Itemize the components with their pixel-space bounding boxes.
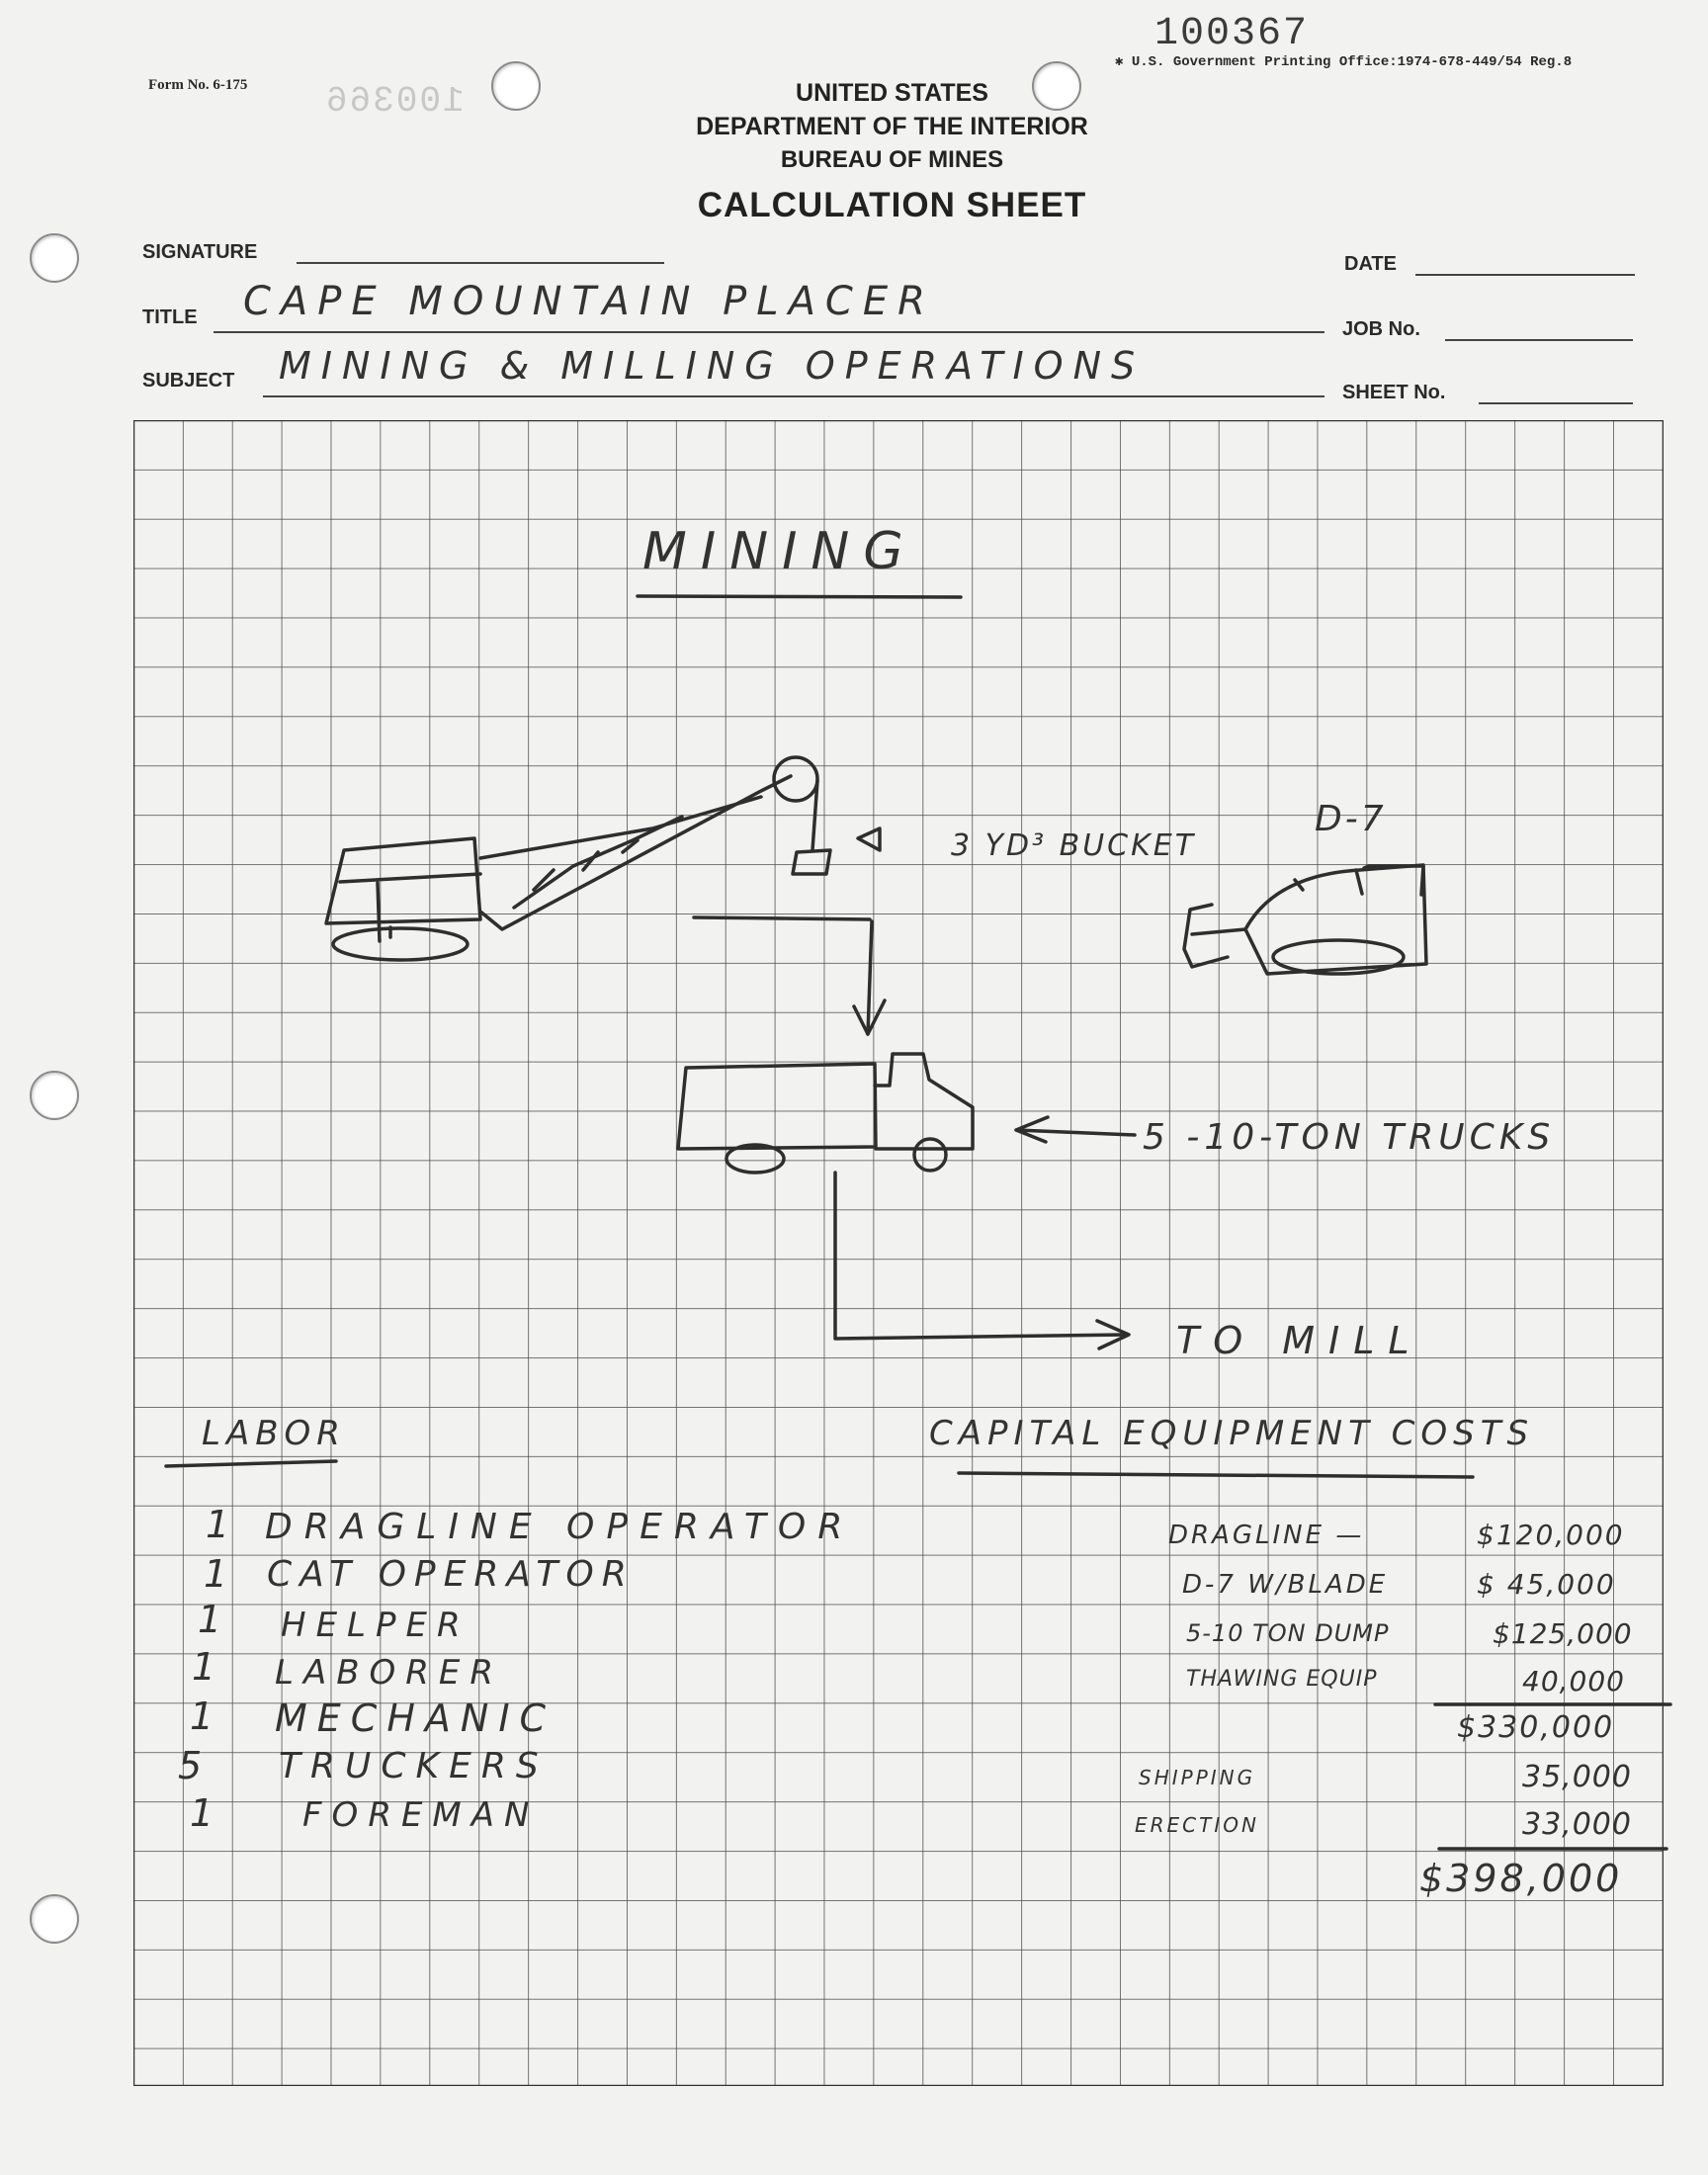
labor-role: MECHANIC — [275, 1696, 556, 1740]
mining-heading: MINING — [642, 522, 917, 581]
signature-label: SIGNATURE — [142, 241, 258, 263]
capital-extra-label: SHIPPING — [1139, 1766, 1256, 1789]
capital-heading: CAPITAL EQUIPMENT COSTS — [929, 1414, 1535, 1453]
truck-sketch — [678, 1054, 973, 1173]
down-arrow — [868, 921, 872, 1034]
capital-extra-label: ERECTION — [1135, 1813, 1259, 1837]
capital-underline — [959, 1473, 1473, 1477]
labor-role: FOREMAN — [302, 1795, 540, 1835]
capital-item-label: D-7 W/BLADE — [1182, 1570, 1389, 1600]
to-mill-label: TO MILL — [1176, 1319, 1423, 1362]
labor-qty: 1 — [190, 1695, 217, 1738]
sheet-number-label: SHEET No. — [1342, 382, 1446, 403]
capital-item-amount: $125,000 — [1493, 1617, 1633, 1650]
capital-extra-amount: 35,000 — [1522, 1760, 1632, 1794]
labor-qty: 1 — [190, 1791, 217, 1835]
labor-qty: 1 — [198, 1598, 225, 1641]
job-number-label: JOB No. — [1342, 318, 1420, 340]
capital-item-label: 5-10 TON DUMP — [1186, 1619, 1390, 1647]
capital-item-amount: $ 45,000 — [1477, 1568, 1616, 1601]
labor-role: TRUCKERS — [279, 1746, 549, 1786]
trucks-label: 5 -10-TON TRUCKS — [1143, 1117, 1556, 1158]
labor-qty: 5 — [178, 1744, 206, 1787]
heading-underline — [638, 596, 961, 597]
dragline-sketch — [326, 757, 830, 960]
bucket-arrow — [858, 828, 880, 850]
agency-line-2: DEPARTMENT OF THE INTERIOR — [696, 113, 1088, 140]
agency-line-3: BUREAU OF MINES — [780, 146, 1004, 173]
title-label: TITLE — [142, 306, 198, 328]
date-label: DATE — [1344, 253, 1397, 275]
bucket-label: 3 YD³ BUCKET — [951, 828, 1197, 863]
document-number-stamp: 100367 — [1154, 12, 1310, 56]
capital-total: $398,000 — [1419, 1857, 1623, 1900]
to-mill-line — [835, 1173, 1127, 1339]
capital-item-label: DRAGLINE — — [1168, 1521, 1365, 1550]
labor-role: HELPER — [281, 1606, 470, 1645]
printing-office-note: ✱ U.S. Government Printing Office:1974-678-449/54 Reg.8 — [1115, 54, 1573, 70]
labor-qty: 1 — [192, 1645, 219, 1689]
labor-qty: 1 — [204, 1552, 231, 1596]
labor-role: DRAGLINE OPERATOR — [265, 1507, 855, 1547]
capital-subtotal: $330,000 — [1457, 1710, 1615, 1745]
dozer-sketch — [1184, 865, 1426, 974]
labor-role: CAT OPERATOR — [267, 1554, 635, 1595]
capital-item-label: THAWING EQUIP — [1186, 1667, 1378, 1692]
form-number: Form No. 6-175 — [148, 77, 248, 93]
capital-extra-amount: 33,000 — [1522, 1807, 1632, 1842]
subject-value: MINING & MILLING OPERATIONS — [279, 344, 1146, 388]
title-value: CAPE MOUNTAIN PLACER — [243, 279, 935, 324]
subject-label: SUBJECT — [142, 370, 235, 392]
labor-underline — [166, 1461, 336, 1466]
labor-qty: 1 — [206, 1503, 233, 1546]
bleed-through-number: 100366 — [324, 81, 465, 122]
capital-item-amount: $120,000 — [1477, 1519, 1625, 1551]
labor-heading: LABOR — [202, 1414, 346, 1453]
sheet-title: CALCULATION SHEET — [697, 186, 1087, 224]
dozer-label: D-7 — [1315, 799, 1387, 839]
bucket-to-truck-line — [694, 917, 870, 919]
trucks-arrow — [1016, 1117, 1135, 1142]
capital-item-amount: 40,000 — [1522, 1665, 1625, 1697]
agency-line-1: UNITED STATES — [796, 79, 988, 107]
labor-role: LABORER — [275, 1653, 504, 1693]
